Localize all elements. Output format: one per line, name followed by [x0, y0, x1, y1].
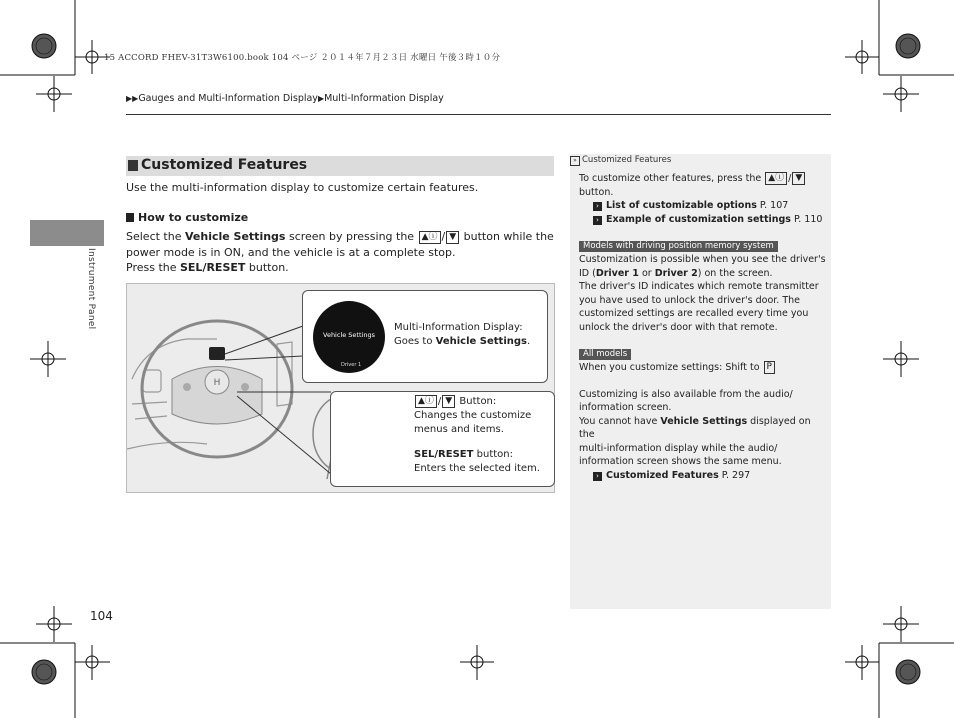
- up-info-key-icon: ▲ⓘ: [415, 395, 437, 408]
- vehicle-settings-term: Vehicle Settings: [435, 336, 527, 347]
- note-icon: »: [570, 156, 580, 166]
- park-key-icon: P: [764, 361, 775, 374]
- reference-arrow-icon: ›: [593, 202, 602, 211]
- callout-line: Changes the customize: [414, 410, 532, 421]
- para-text: button while the power mode is in ON, and the vehicle is at a complete stop.: [126, 230, 554, 259]
- callout-line: Enters the selected item.: [414, 463, 540, 474]
- callout-text: button:: [473, 449, 513, 460]
- reference-title: Customized Features: [606, 469, 719, 481]
- subheading-text: How to customize: [138, 211, 249, 224]
- reference-link-options[interactable]: [579, 199, 827, 213]
- svg-text:H: H: [213, 378, 221, 388]
- sidebar-line: multi-information display while the audio/: [579, 442, 778, 454]
- down-key-icon: ▼: [446, 231, 459, 244]
- model-badge-all: All models: [579, 349, 631, 360]
- sidebar-title: [570, 155, 671, 166]
- model-badge-memory: Models with driving position memory system: [579, 241, 778, 252]
- up-info-key-icon: ▲ⓘ: [419, 231, 441, 244]
- subheading-square-icon: [126, 213, 134, 222]
- up-info-key-icon: ▲ⓘ: [765, 172, 787, 185]
- sidebar-text: To customize other features, press the: [579, 173, 762, 184]
- callout-text: Goes to: [394, 336, 436, 347]
- header-rule: [126, 114, 831, 115]
- screen-driver-label: Driver 1: [341, 362, 362, 368]
- chapter-tab[interactable]: [30, 220, 104, 246]
- reference-arrow-icon: ›: [593, 472, 602, 481]
- buttons-callout-text: [414, 395, 540, 476]
- para-text: Select the: [126, 230, 185, 243]
- sidebar-block-2: [579, 253, 827, 334]
- reference-link-customized[interactable]: [579, 469, 827, 483]
- vehicle-settings-term: Vehicle Settings: [184, 230, 286, 243]
- reference-link-examples[interactable]: [579, 213, 827, 227]
- slash: /: [788, 173, 792, 184]
- para-text: button.: [245, 261, 289, 274]
- sel-reset-term: SEL/RESET: [180, 261, 246, 274]
- sidebar-title-text: Customized Features: [582, 155, 672, 165]
- instruction-paragraph: [126, 229, 556, 260]
- breadcrumb-item-gauges[interactable]: Gauges and Multi-Information Display: [138, 93, 318, 104]
- para-text: screen by pressing the: [285, 230, 418, 243]
- sidebar-block-3: [579, 361, 827, 482]
- sidebar-line: information screen shows the same menu.: [579, 456, 782, 467]
- file-info-line: 15 ACCORD FHEV-31T3W6100.book 104 ページ ２０１４年７月２３日 水曜日 午後３時１０分: [104, 53, 501, 63]
- sidebar-line: Customization is possible when you see the driver's: [579, 254, 826, 265]
- callout-line: [394, 335, 530, 349]
- callout-text: .: [526, 336, 531, 347]
- sidebar-text: ) on the screen.: [697, 267, 773, 279]
- callout-text: Button:: [456, 396, 497, 407]
- screen-title: Vehicle Settings: [323, 331, 375, 339]
- sidebar-line: information screen.: [579, 402, 672, 413]
- driver-2-term: Driver 2: [654, 267, 698, 279]
- slash: /: [441, 230, 446, 243]
- sidebar-line: customized settings are recalled every time you: [579, 308, 809, 319]
- breadcrumb-item-mid[interactable]: Multi-Information Display: [324, 93, 444, 104]
- sidebar-line: you have used to unlock the driver's door. The: [579, 294, 801, 306]
- down-key-icon: ▼: [792, 172, 805, 185]
- section-header: [126, 156, 554, 176]
- sidebar-line: button.: [579, 186, 614, 198]
- sidebar-text: ID (: [579, 267, 596, 279]
- down-key-icon: ▼: [442, 395, 455, 408]
- breadcrumb-separator: ▶: [317, 94, 325, 103]
- intro-text: Use the multi-information display to customize certain features.: [126, 181, 479, 194]
- breadcrumb: [126, 93, 444, 104]
- slash: /: [437, 396, 442, 407]
- sidebar-line: [579, 415, 827, 442]
- reference-page: P. 110: [790, 213, 823, 225]
- callout-line: [414, 448, 540, 462]
- sidebar-text: You cannot have: [579, 415, 661, 427]
- mid-screen: [313, 301, 385, 373]
- page-number: 104: [90, 609, 113, 623]
- reference-page: P. 297: [718, 469, 751, 481]
- subheading: [126, 211, 248, 224]
- sidebar-line: [579, 267, 827, 281]
- section-title: Customized Features: [141, 157, 308, 173]
- section-square-icon: [128, 160, 138, 171]
- reference-page: P. 107: [756, 200, 789, 211]
- driver-1-term: Driver 1: [595, 267, 639, 279]
- sidebar-text: or: [638, 267, 655, 279]
- chapter-label: Instrument Panel: [86, 248, 96, 330]
- callout-line: [414, 395, 540, 409]
- callout-line: menus and items.: [414, 424, 504, 435]
- sidebar-text: displayed on the: [579, 415, 811, 440]
- para-text: Press the: [126, 261, 180, 274]
- sel-reset-instruction: [126, 260, 289, 276]
- sidebar-line: [579, 172, 827, 186]
- sidebar-line: Customizing is also available from the audio/: [579, 388, 793, 400]
- sidebar-line: The driver's ID indicates which remote transmitter: [579, 281, 819, 292]
- sidebar-line: [579, 361, 827, 375]
- sel-reset-term: SEL/RESET: [414, 449, 474, 460]
- sidebar-line: unlock the driver's door with that remote.: [579, 321, 778, 333]
- reference-title: Example of customization settings: [606, 213, 791, 225]
- reference-title: List of customizable options: [606, 200, 757, 211]
- sidebar-block-1: [579, 172, 827, 226]
- vehicle-settings-term: Vehicle Settings: [660, 415, 748, 427]
- reference-arrow-icon: ›: [593, 216, 602, 225]
- display-callout-text: [394, 321, 530, 349]
- callout-line: Multi-Information Display:: [394, 322, 523, 333]
- sidebar-text: When you customize settings: Shift to: [579, 362, 763, 373]
- breadcrumb-marker: ▶▶: [126, 94, 139, 103]
